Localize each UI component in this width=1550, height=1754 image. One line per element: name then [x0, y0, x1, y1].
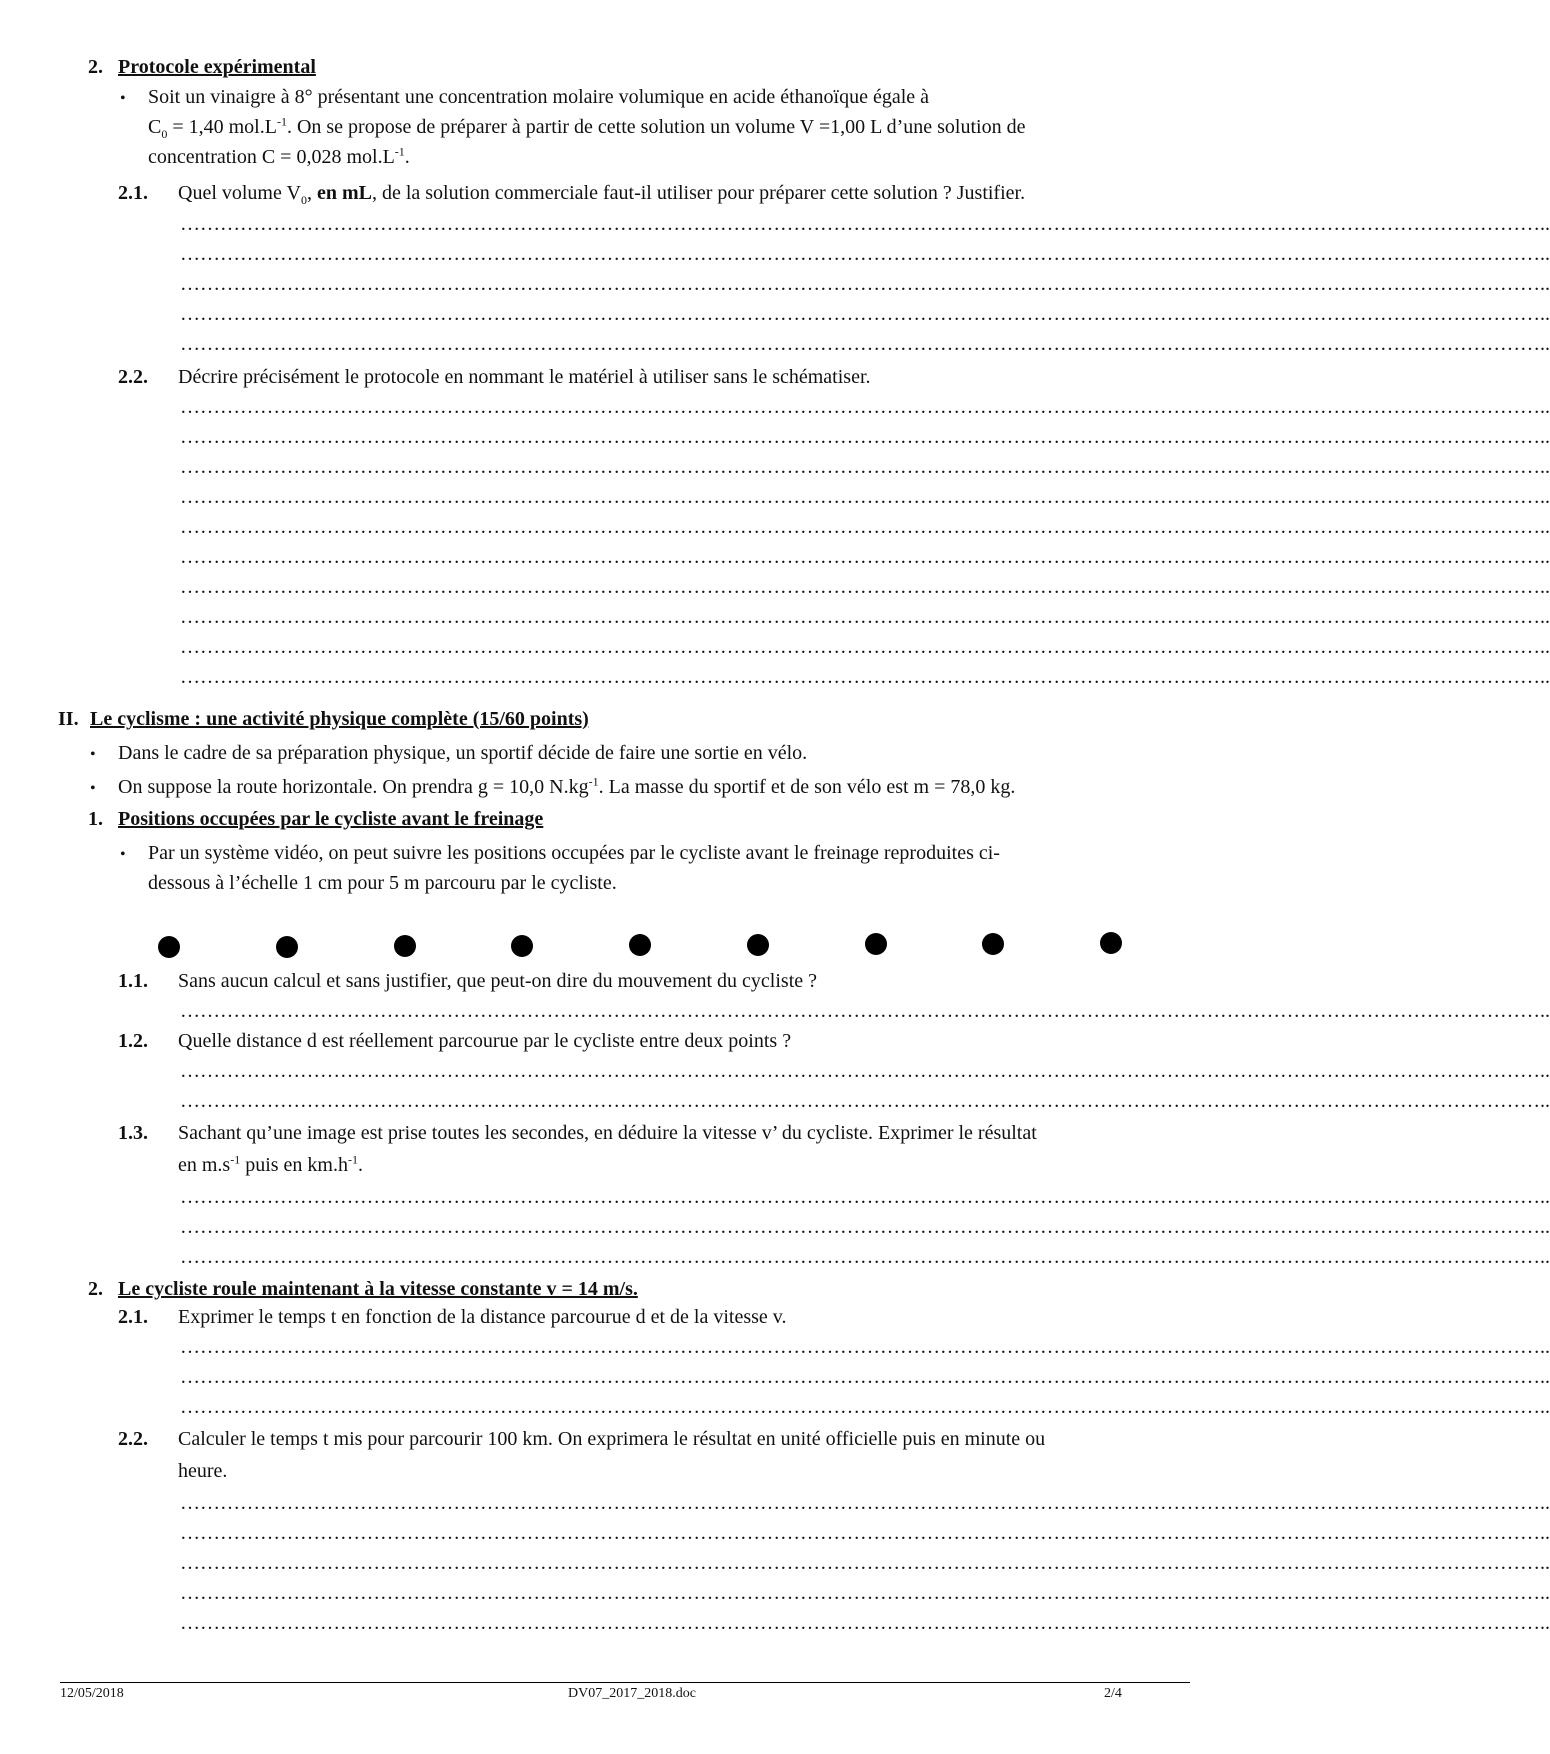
section-number: 2. — [88, 1278, 103, 1300]
answer-line[interactable]: …………………………………………………………………………………………………………………………………………………………………………………….. — [180, 516, 1550, 538]
question-number: 2.2. — [118, 366, 148, 388]
footer-filename: DV07_2017_2018.doc — [568, 1686, 696, 1701]
question-text: en $m.s^{-1}$ puis en $km.h^{-1}$. — [178, 1152, 363, 1176]
bullet-text: Par un système vidéo, on peut suivre les positions occupées par le cycliste avant le freinage reproduites ci- — [148, 842, 1000, 864]
answer-line[interactable]: …………………………………………………………………………………………………………………………………………………………………………………….. — [180, 213, 1550, 235]
question-text: Décrire précisément le protocole en nommant le matériel à utiliser sans le schématiser. — [178, 366, 871, 388]
bullet-text: On suppose la route horizontale. On prendra g = 10,0 $N.kg^{-1}$. La masse du sportif et de son vélo est m = 78,0 kg. — [118, 774, 1016, 798]
bullet-icon: • — [120, 846, 126, 863]
answer-line[interactable]: …………………………………………………………………………………………………………………………………………………………………………………….. — [180, 303, 1550, 325]
question-text: Calculer le temps t mis pour parcourir 100 km. On exprimera le résultat en unité officielle puis en minute ou — [178, 1428, 1046, 1450]
position-dot — [1100, 932, 1122, 954]
answer-line[interactable]: …………………………………………………………………………………………………………………………………………………………………………………….. — [180, 486, 1550, 508]
question-number: 1.1. — [118, 970, 148, 992]
answer-line[interactable]: …………………………………………………………………………………………………………………………………………………………………………………….. — [180, 1492, 1550, 1514]
position-dot — [747, 934, 769, 956]
position-dot — [982, 933, 1004, 955]
bullet-text: dessous à l’échelle 1 cm pour 5 m parcouru par le cycliste. — [148, 872, 617, 894]
footer-date: 12/05/2018 — [60, 1686, 124, 1701]
position-dot — [865, 933, 887, 955]
section-number: 1. — [88, 808, 103, 830]
bullet-text: concentration C = 0,028 $mol.L^{-1}$. — [148, 144, 410, 168]
position-dot — [276, 936, 298, 958]
question-number: 1.3. — [118, 1122, 148, 1144]
position-dot — [158, 936, 180, 958]
answer-line[interactable]: …………………………………………………………………………………………………………………………………………………………………………………….. — [180, 1552, 1550, 1574]
question-text: Quel volume $V_0$, en mL, de la solution commerciale faut-il utiliser pour préparer cette solution ? Justifier. — [178, 182, 1026, 207]
section-title: Positions occupées par le cycliste avant le freinage — [118, 808, 544, 830]
answer-line[interactable]: …………………………………………………………………………………………………………………………………………………………………………………….. — [180, 606, 1550, 628]
answer-line[interactable]: …………………………………………………………………………………………………………………………………………………………………………………….. — [180, 636, 1550, 658]
question-number: 2.2. — [118, 1428, 148, 1450]
part-number: II. — [58, 708, 79, 730]
section-number: 2. — [88, 56, 103, 78]
question-number: 2.1. — [118, 1306, 148, 1328]
answer-line[interactable]: …………………………………………………………………………………………………………………………………………………………………………………….. — [180, 273, 1550, 295]
question-text: Sachant qu’une image est prise toutes les secondes, en déduire la vitesse v’ du cycliste. Exprimer le résultat — [178, 1122, 1037, 1144]
bullet-icon: • — [90, 746, 96, 763]
answer-line[interactable]: …………………………………………………………………………………………………………………………………………………………………………………….. — [180, 243, 1550, 265]
answer-line[interactable]: …………………………………………………………………………………………………………………………………………………………………………………….. — [180, 1000, 1550, 1022]
answer-line[interactable]: …………………………………………………………………………………………………………………………………………………………………………………….. — [180, 333, 1550, 355]
answer-line[interactable]: …………………………………………………………………………………………………………………………………………………………………………………….. — [180, 546, 1550, 568]
answer-line[interactable]: …………………………………………………………………………………………………………………………………………………………………………………….. — [180, 1522, 1550, 1544]
answer-line[interactable]: …………………………………………………………………………………………………………………………………………………………………………………….. — [180, 576, 1550, 598]
answer-line[interactable]: …………………………………………………………………………………………………………………………………………………………………………………….. — [180, 1216, 1550, 1238]
question-number: 2.1. — [118, 182, 148, 204]
bullet-text: Dans le cadre de sa préparation physique, un sportif décide de faire une sortie en vélo. — [118, 742, 808, 764]
question-text: Exprimer le temps t en fonction de la distance parcourue d et de la vitesse v. — [178, 1306, 787, 1328]
footer-divider — [60, 1682, 1190, 1683]
answer-line[interactable]: …………………………………………………………………………………………………………………………………………………………………………………….. — [180, 1612, 1550, 1634]
answer-line[interactable]: …………………………………………………………………………………………………………………………………………………………………………………….. — [180, 1246, 1550, 1268]
answer-line[interactable]: …………………………………………………………………………………………………………………………………………………………………………………….. — [180, 1060, 1550, 1082]
part-title: Le cyclisme : une activité physique complète (15/60 points) — [90, 708, 589, 730]
bullet-text: Soit un vinaigre à 8° présentant une concentration molaire volumique en acide éthanoïque égale à — [148, 86, 930, 108]
section-title: Le cycliste roule maintenant à la vitesse constante v = 14 m/s. — [118, 1278, 638, 1300]
answer-line[interactable]: …………………………………………………………………………………………………………………………………………………………………………………….. — [180, 1582, 1550, 1604]
section-title: Protocole expérimental — [118, 56, 316, 78]
answer-line[interactable]: …………………………………………………………………………………………………………………………………………………………………………………….. — [180, 1336, 1550, 1358]
position-dot — [511, 935, 533, 957]
position-dot — [394, 935, 416, 957]
answer-line[interactable]: …………………………………………………………………………………………………………………………………………………………………………………….. — [180, 426, 1550, 448]
answer-line[interactable]: …………………………………………………………………………………………………………………………………………………………………………………….. — [180, 666, 1550, 688]
question-number: 1.2. — [118, 1030, 148, 1052]
question-text: Quelle distance d est réellement parcourue par le cycliste entre deux points ? — [178, 1030, 792, 1052]
footer-page-number: 2/4 — [1104, 1686, 1122, 1701]
answer-line[interactable]: …………………………………………………………………………………………………………………………………………………………………………………….. — [180, 1090, 1550, 1112]
answer-line[interactable]: …………………………………………………………………………………………………………………………………………………………………………………….. — [180, 1396, 1550, 1418]
answer-line[interactable]: …………………………………………………………………………………………………………………………………………………………………………………….. — [180, 1186, 1550, 1208]
question-text: heure. — [178, 1460, 228, 1482]
position-dot — [629, 934, 651, 956]
bullet-icon: • — [90, 780, 96, 797]
question-text: Sans aucun calcul et sans justifier, que peut-on dire du mouvement du cycliste ? — [178, 970, 818, 992]
answer-line[interactable]: …………………………………………………………………………………………………………………………………………………………………………………….. — [180, 396, 1550, 418]
bullet-icon: • — [120, 90, 126, 107]
answer-line[interactable]: …………………………………………………………………………………………………………………………………………………………………………………….. — [180, 1366, 1550, 1388]
bullet-text: $C_0 = 1,40$ $mol.L^{-1}$. On se propose de préparer à partir de cette solution un volume V =1,00 L d’une solution de — [148, 114, 1026, 141]
answer-line[interactable]: …………………………………………………………………………………………………………………………………………………………………………………….. — [180, 456, 1550, 478]
